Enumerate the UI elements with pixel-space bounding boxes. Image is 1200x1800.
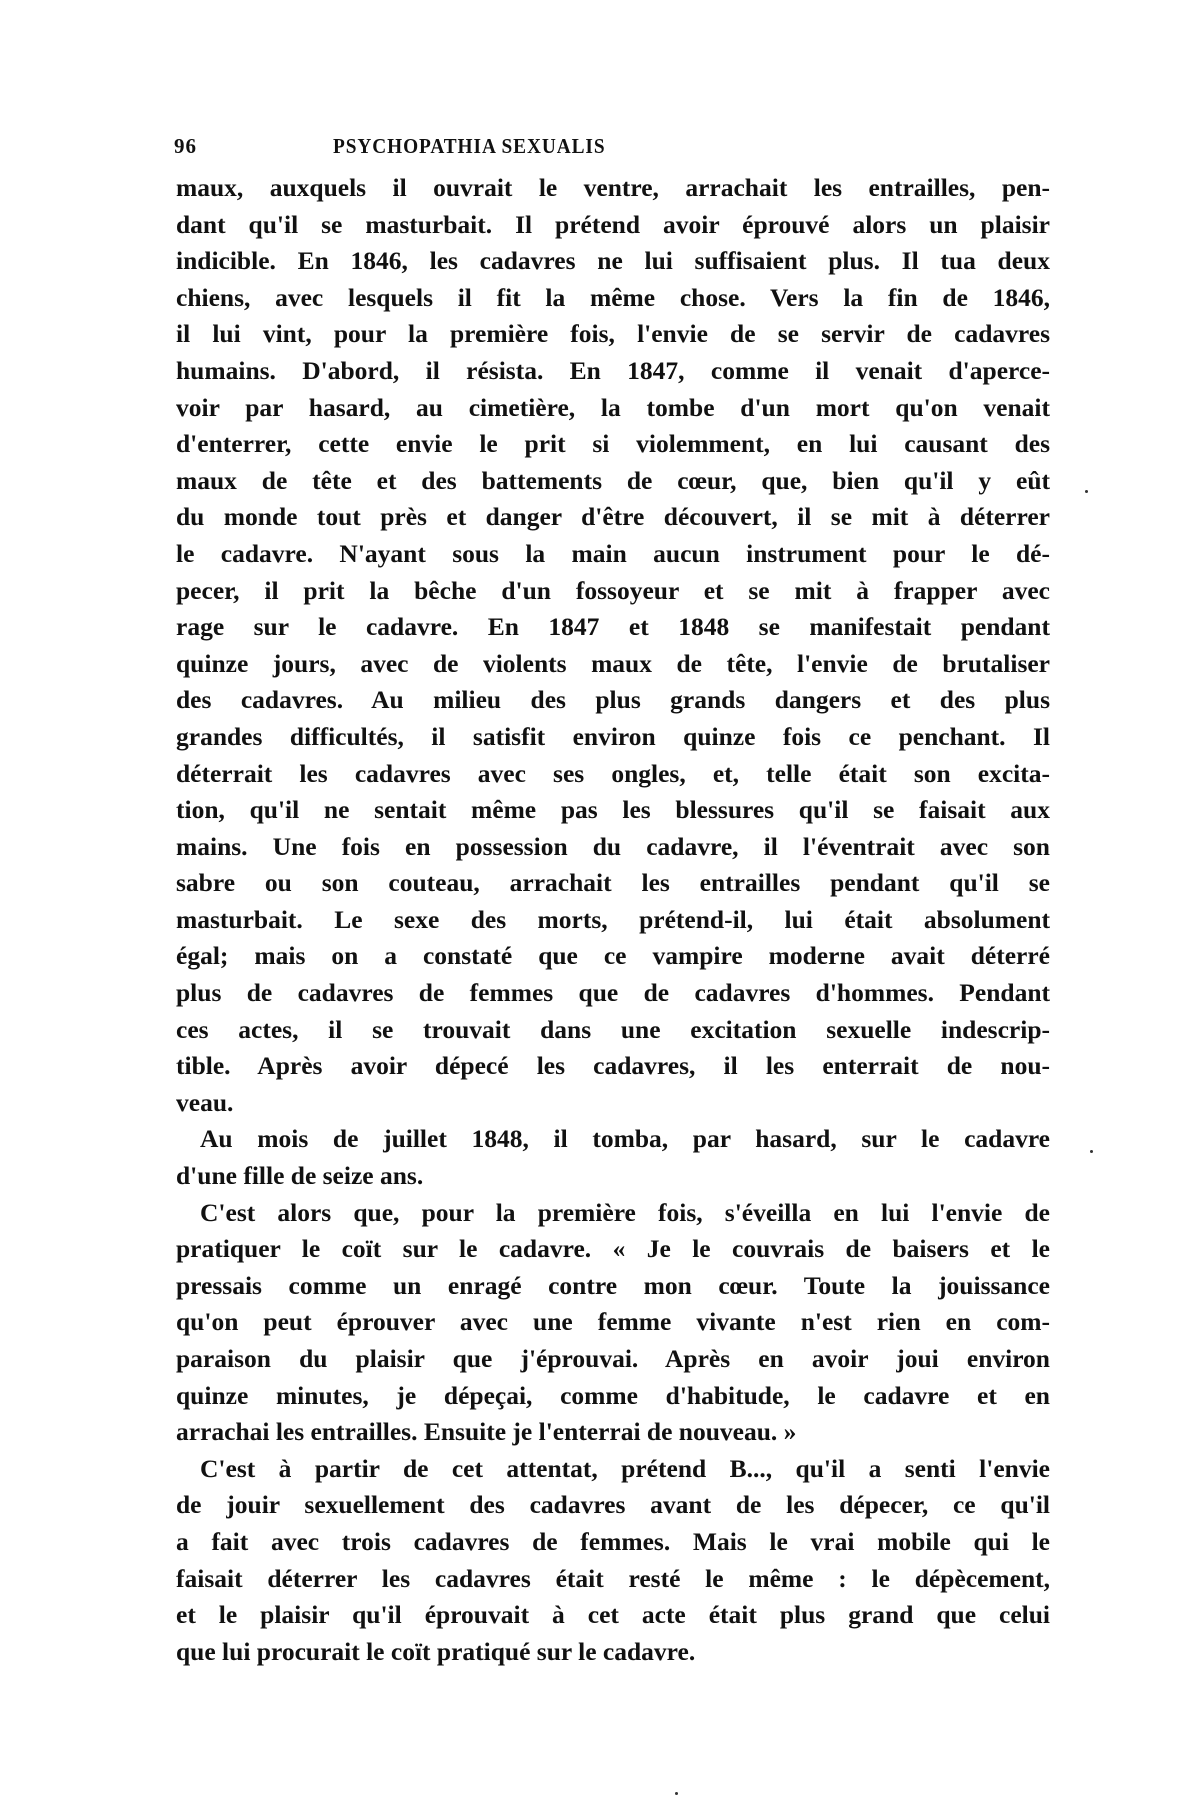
text-line: tible. Après avoir dépecé les cadavres, il les enterrait de nou- [176, 1051, 1050, 1081]
text-line: masturbait. Le sexe des morts, prétend-il, lui était absolument [176, 904, 1050, 934]
running-header [174, 134, 1050, 164]
text-line: pressais comme un enragé contre mon cœur. Toute la jouissance [176, 1270, 1050, 1300]
text-line: pratiquer le coït sur le cadavre. « Je le couvrais de baisers et le [176, 1234, 1050, 1264]
text-line: C'est alors que, pour la première fois, s'éveilla en lui l'envie de [200, 1197, 1050, 1227]
text-line: voir par hasard, au cimetière, la tombe d'un mort qu'on venait [176, 392, 1050, 422]
text-line: égal; mais on a constaté que ce vampire moderne avait déterré [176, 941, 1050, 971]
text-line: arrachai les entrailles. Ensuite je l'enterrai de nouveau. » [176, 1417, 797, 1447]
text-line: rage sur le cadavre. En 1847 et 1848 se manifestait pendant [176, 612, 1050, 642]
text-line: a fait avec trois cadavres de femmes. Mais le vrai mobile qui le [176, 1526, 1050, 1556]
text-line: mains. Une fois en possession du cadavre, il l'éventrait avec son [176, 831, 1050, 861]
text-line: dant qu'il se masturbait. Il prétend avoir éprouvé alors un plaisir [176, 209, 1050, 239]
paragraph [176, 1121, 1050, 1194]
text-line: chiens, avec lesquels il fit la même chose. Vers la fin de 1846, [176, 282, 1050, 312]
text-line: humains. D'abord, il résista. En 1847, comme il venait d'aperce- [176, 355, 1050, 385]
text-line: maux, auxquels il ouvrait le ventre, arrachait les entrailles, pen- [176, 173, 1050, 202]
text-line: du monde tout près et danger d'être découvert, il se mit à déterrer [176, 502, 1050, 532]
scan-speck [1085, 490, 1088, 493]
text-line: que lui procurait le coït pratiqué sur le cadavre. [176, 1636, 696, 1666]
text-line: indicible. En 1846, les cadavres ne lui suffisaient plus. Il tua deux [176, 246, 1050, 276]
text-line: d'enterrer, cette envie le prit si violemment, en lui causant des [176, 429, 1050, 459]
text-line: et le plaisir qu'il éprouvait à cet acte était plus grand que celui [176, 1600, 1050, 1630]
text-line: de jouir sexuellement des cadavres avant de les dépecer, ce qu'il [176, 1490, 1050, 1520]
text-line: veau. [176, 1087, 234, 1117]
running-title: PSYCHOPATHIA SEXUALIS [333, 134, 606, 158]
scan-speck [1090, 1150, 1093, 1153]
text-line: plus de cadavres de femmes que de cadavres d'hommes. Pendant [176, 978, 1050, 1008]
text-line: le cadavre. N'ayant sous la main aucun instrument pour le dé- [176, 538, 1050, 568]
paragraph [176, 170, 1050, 1121]
text-line: des cadavres. Au milieu des plus grands dangers et des plus [176, 685, 1050, 715]
text-line: il lui vint, pour la première fois, l'envie de se servir de cadavres [176, 319, 1050, 349]
text-line: ces actes, il se trouvait dans une excitation sexuelle indescrip- [176, 1014, 1050, 1044]
text-line: qu'on peut éprouver avec une femme vivante n'est rien en com- [176, 1307, 1050, 1337]
text-line: d'une fille de seize ans. [176, 1161, 424, 1191]
text-line: quinze jours, avec de violents maux de tête, l'envie de brutaliser [176, 648, 1050, 678]
text-line: tion, qu'il ne sentait même pas les blessures qu'il se faisait aux [176, 795, 1050, 825]
text-line: Au mois de juillet 1848, il tomba, par hasard, sur le cadavre [200, 1124, 1050, 1154]
text-line: C'est à partir de cet attentat, prétend B..., qu'il a senti l'envie [200, 1453, 1050, 1483]
page-number: 96 [174, 134, 197, 158]
text-line: paraison du plaisir que j'éprouvai. Après en avoir joui environ [176, 1344, 1050, 1373]
text-line: grandes difficultés, il satisfit environ quinze fois ce penchant. Il [176, 721, 1050, 751]
text-line: déterrait les cadavres avec ses ongles, et, telle était son excita- [176, 758, 1050, 788]
text-line: sabre ou son couteau, arrachait les entrailles pendant qu'il se [176, 868, 1050, 898]
text-line: pecer, il prit la bêche d'un fossoyeur et se mit à frapper avec [176, 575, 1050, 605]
text-line: faisait déterrer les cadavres était resté le même : le dépècement, [176, 1563, 1050, 1593]
text-line: maux de tête et des battements de cœur, que, bien qu'il y eût [176, 465, 1050, 495]
text-line: quinze minutes, je dépeçai, comme d'habitude, le cadavre et en [176, 1380, 1050, 1410]
paragraph [176, 1451, 1050, 1671]
paragraph [176, 1195, 1050, 1451]
page-body-text [176, 170, 1050, 1670]
scan-speck [675, 1792, 678, 1795]
